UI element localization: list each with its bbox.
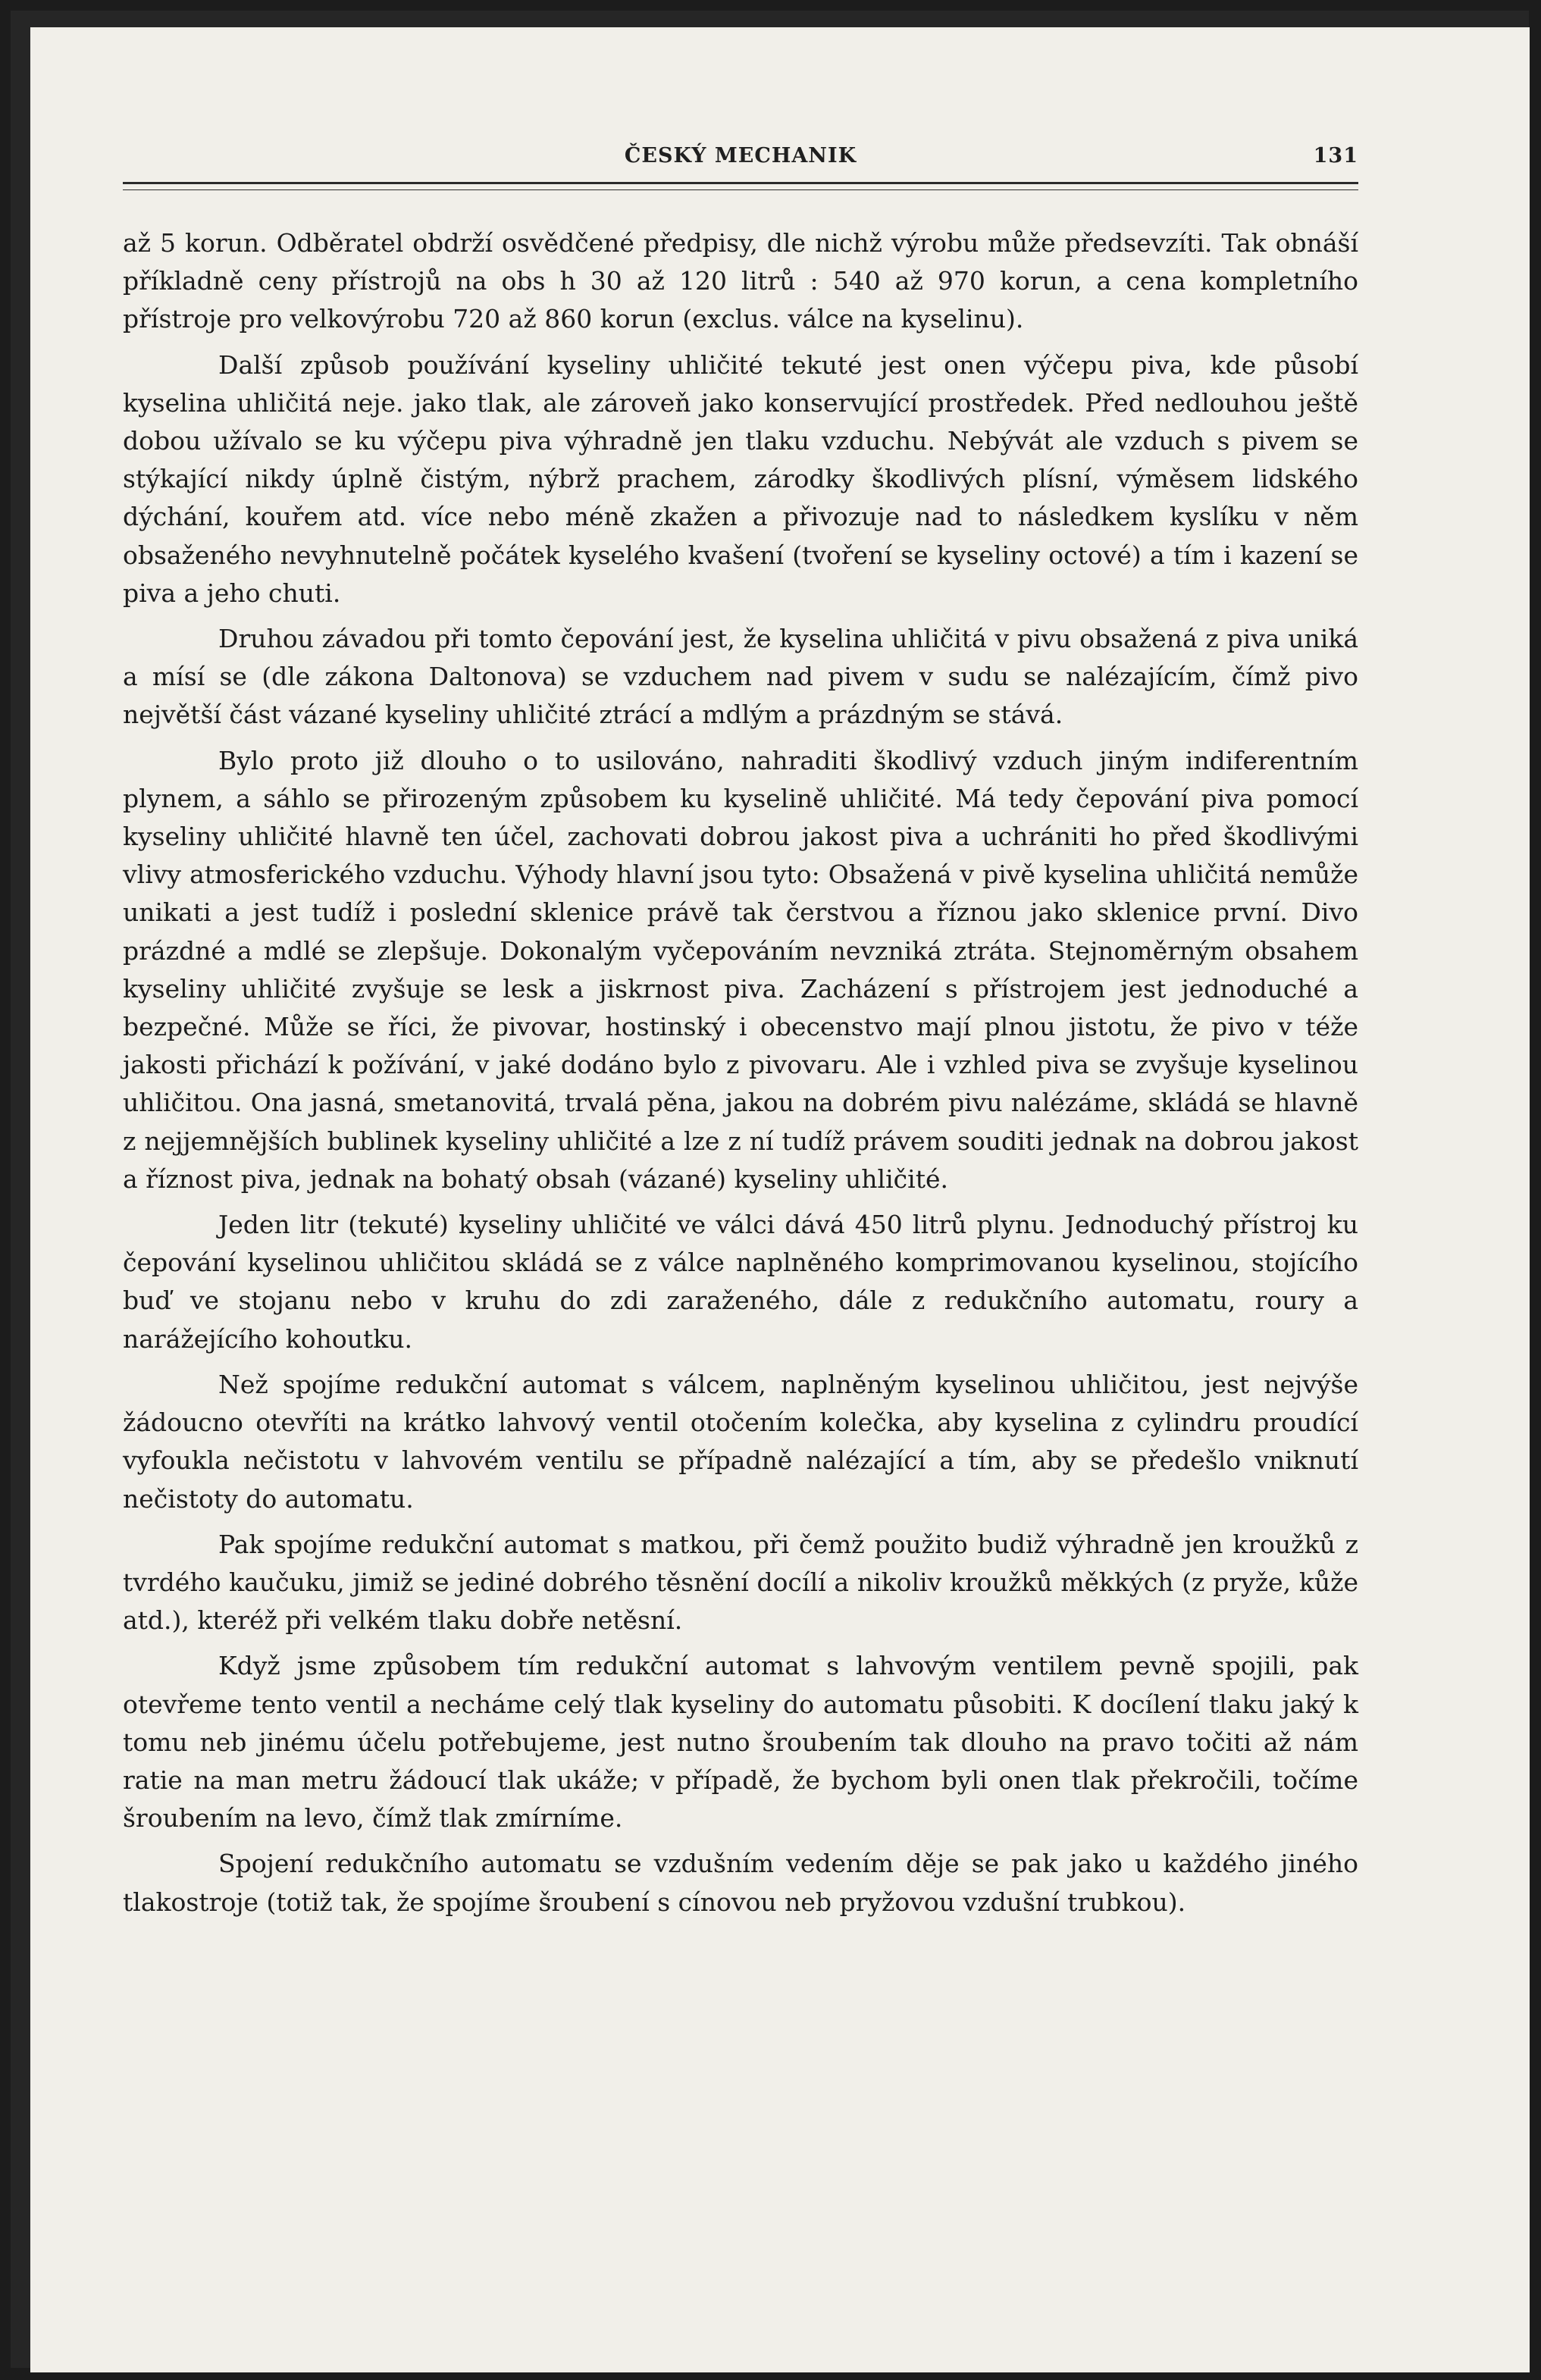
paragraph-2: Další způsob používání kyseliny uhličité tekuté jest onen výčepu piva, kde působí kyselina uhličitá neje. jako tlak, ale zároveň jako konservující prostředek. Před nedlouhou ještě dobou užívalo se ku výčepu piva výhradně jen tlaku vzduchu. Nebývát ale vzduch s pivem se stýkající nikdy úplně čistým, nýbrž prachem, zárodky škodlivých plísní, výměsem lidského dýchání, kouřem atd. více nebo méně zkažen a přivozuje nad to následkem kyslíku v něm obsaženého nevyhnutelně počátek kyselého kvašení (tvoření se kyseliny octové) a tím i kazení se piva a jeho chuti. xyxy=(123,349,1358,608)
paragraph-5: Jeden litr (tekuté) kyseliny uhličité ve válci dává 450 litrů plynu. Jednoduchý přístroj ku čepování kyselinou uhličitou skládá se z válce naplněného komprimovanou kyselinou, stojícího buď ve stojanu nebo v kruhu do zdi zaraženého, dále z redukčního automatu, roury a narážejícího kohoutku. xyxy=(123,1210,1358,1354)
header-rule-thick xyxy=(123,182,1358,184)
paragraph-3: Druhou závadou při tomto čepování jest, že kyselina uhličitá v pivu obsažená z piva uniká a mísí se (dle zákona Daltonova) se vzduchem nad pivem v sudu se nalézajícím, čímž pivo největší část vázané kyseliny uhličité ztrácí a mdlým a prázdným se stává. xyxy=(123,624,1358,730)
body-text xyxy=(123,224,1358,1929)
paragraph-1: až 5 korun. Odběratel obdrží osvědčené předpisy, dle nichž výrobu může předsevzíti. Tak obnáší příkladně ceny přístrojů na obs h 30 až 120 litrů : 540 až 970 korun, a cena kompletního přístroje pro velkovýrobu 720 až 860 korun (exclus. válce na kyselinu). xyxy=(123,228,1358,334)
running-header xyxy=(123,144,1358,174)
page-number: 131 xyxy=(1313,144,1358,168)
header-rule-thin xyxy=(123,189,1358,190)
paragraph-4: Bylo proto již dlouho o to usilováno, nahraditi škodlivý vzduch jiným indiferentním plynem, a sáhlo se přirozeným způsobem ku kyselině uhličité. Má tedy čepování piva pomocí kyseliny uhličité hlavně ten účel, zachovati dobrou jakost piva a uchrániti ho před škodlivými vlivy atmosferického vzduchu. Výhody hlavní jsou tyto: Obsažená v pivě kyselina uhličitá nemůže unikati a jest tudíž i poslední sklenice právě tak čerstvou a říznou jako sklenice první. Divo prázdné a mdlé se zlepšuje. Dokonalým vyčepováním nevzniká ztráta. Stejnoměrným obsahem kyseliny uhličité zvyšuje se lesk a jiskrnost piva. Zacházení s přístrojem jest jednoduché a bezpečné. Může se říci, že pivovar, hostinský i obecenstvo mají plnou jistotu, že pivo v téže jakosti přichází k požívání, v jaké dodáno bylo z pivovaru. Ale i vzhled piva se zvyšuje kyselinou uhličitou. Ona jasná, smetanovitá, trvalá pěna, jakou na dobrém pivu nalézáme, skládá se hlavně z nejjemnějších bublinek kyseliny uhličité a lze z ní tudíž právem souditi jednak na dobrou jakost a říznost piva, jednak na bohatý obsah (vázané) kyseliny uhličité. xyxy=(123,745,1358,1194)
paragraph-8: Když jsme způsobem tím redukční automat s lahvovým ventilem pevně spojili, pak otevřeme tento ventil a necháme celý tlak kyseliny do automatu působiti. K docílení tlaku jaký k tomu neb jinému účelu potřebujeme, jest nutno šroubením tak dlouho na pravo točiti až nám ratie na man metru žádoucí tlak ukáže; v případě, že bychom byli onen tlak překročili, točíme šroubením na levo, čímž tlak zmírníme. xyxy=(123,1651,1358,1834)
header-title: ČESKÝ MECHANIK xyxy=(624,144,857,168)
paragraph-6: Než spojíme redukční automat s válcem, naplněným kyselinou uhličitou, jest nejvýše žádoucno otevříti na krátko lahvový ventil otočením kolečka, aby kyselina z cylindru proudící vyfoukla nečistotu v lahvovém ventilu se případně nalézající a tím, aby se předešlo vniknutí nečistoty do automatu. xyxy=(123,1369,1358,1514)
paragraph-7: Pak spojíme redukční automat s matkou, při čemž použito budiž výhradně jen kroužků z tvrdého kaučuku, jimiž se jediné dobrého těsnění docílí a nikoliv kroužků měkkých (z pryže, kůže atd.), kteréž při velkém tlaku dobře netěsní. xyxy=(123,1529,1358,1636)
paragraph-9: Spojení redukčního automatu se vzdušním vedením děje se pak jako u každého jiného tlakostroje (totiž tak, že spojíme šroubení s cínovou neb pryžovou vzdušní trubkou). xyxy=(123,1849,1358,1917)
